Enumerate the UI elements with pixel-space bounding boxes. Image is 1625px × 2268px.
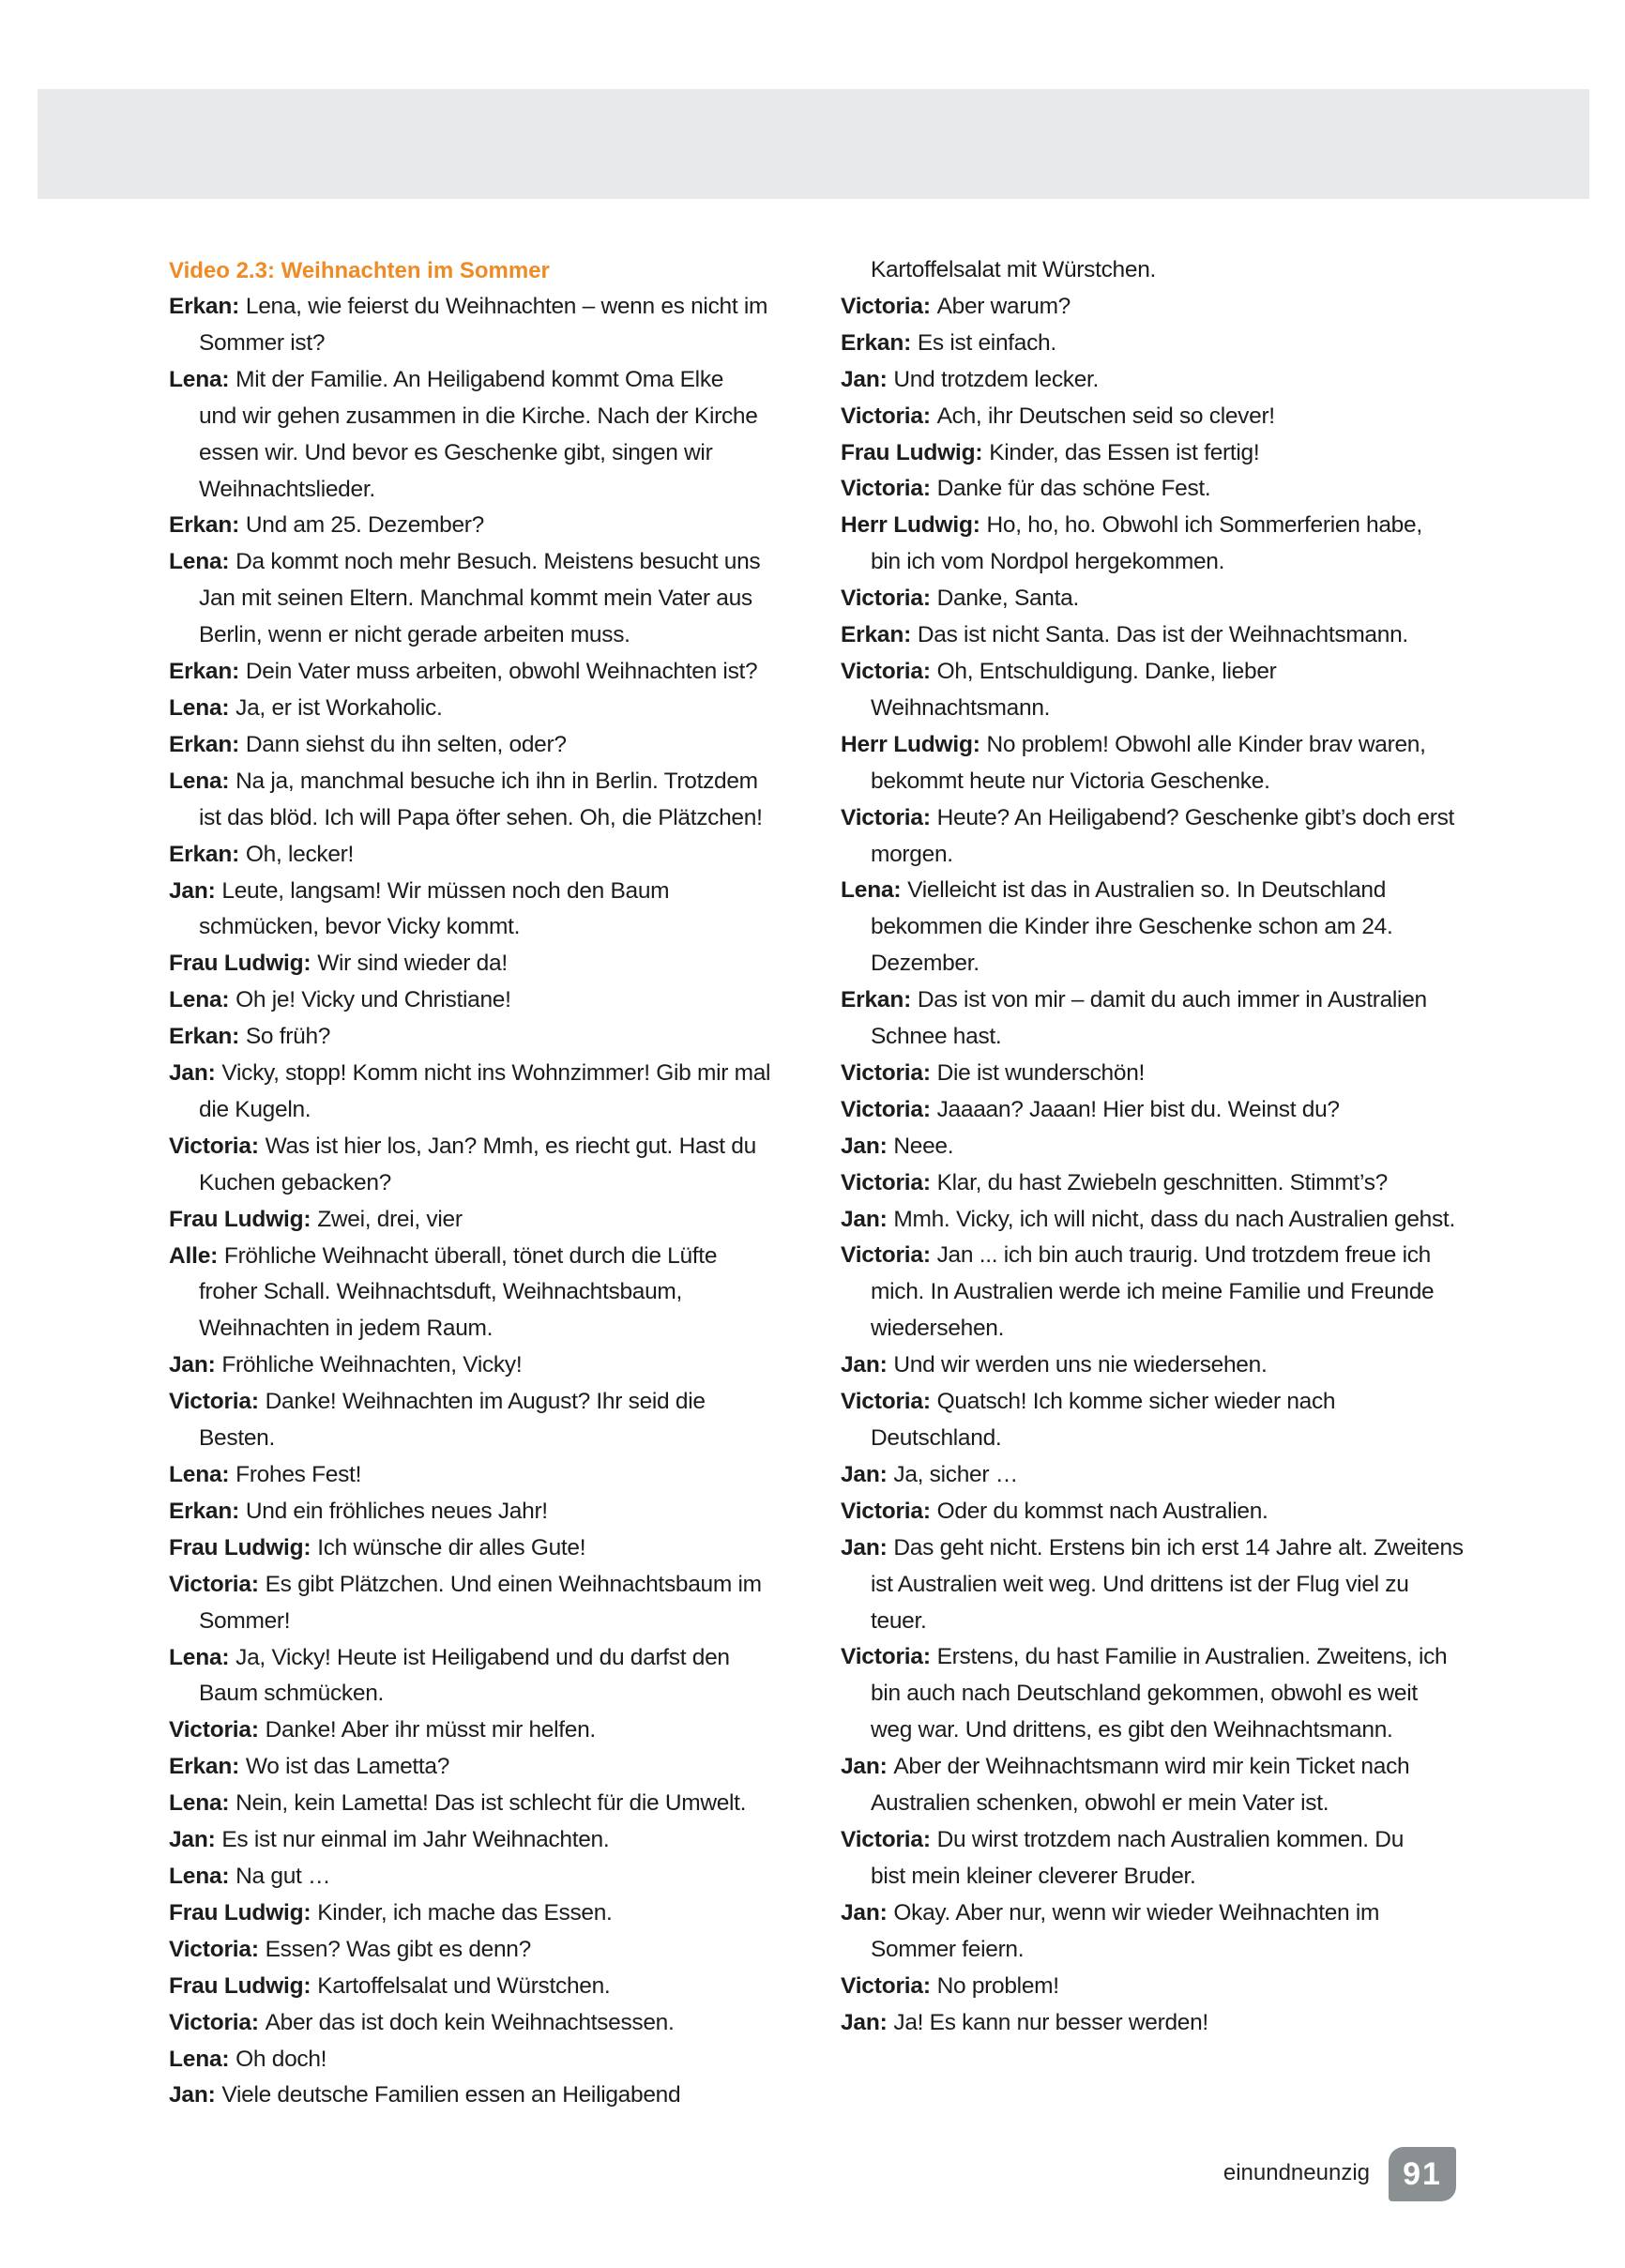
dialogue-line: [841, 1932, 1479, 1969]
dialogue-text: Dein Vater muss arbeiten, obwohl Weihnachten ist?: [245, 659, 758, 685]
dialogue-text: froher Schall. Weihnachtsduft, Weihnachtsbaum,: [199, 1279, 683, 1305]
dialogue-text: Na gut …: [235, 1863, 331, 1889]
dialogue-line: [169, 1239, 807, 1275]
dialogue-text: Deutschland.: [871, 1425, 1002, 1451]
speaker-name: Erkan:: [169, 1024, 240, 1050]
speaker-name: Frau Ludwig:: [169, 1206, 311, 1232]
dialogue-text: Ja, Vicky! Heute ist Heiligabend und du darfst den: [235, 1644, 730, 1670]
dialogue-text: Besten.: [199, 1425, 275, 1452]
dialogue-text: Mit der Familie. An Heiligabend kommt Oma Elke: [235, 366, 724, 392]
dialogue-line: [169, 1895, 807, 1932]
dialogue-text: Es ist einfach.: [917, 329, 1056, 356]
dialogue-line: [841, 800, 1479, 837]
speaker-name: Erkan:: [841, 987, 912, 1013]
dialogue-text: teuer.: [871, 1607, 927, 1634]
dialogue-line: [841, 727, 1479, 764]
speaker-name: Victoria:: [841, 1389, 931, 1415]
dialogue-text: Aber der Weihnachtsmann wird mir kein Ticket nach: [893, 1754, 1410, 1780]
dialogue-line: [169, 1969, 807, 2005]
speaker-name: Jan:: [841, 2009, 888, 2035]
dialogue-line: [841, 1786, 1479, 1822]
dialogue-text: Baum schmücken.: [199, 1681, 385, 1707]
dialogue-line: [169, 764, 807, 800]
dialogue-line: [169, 617, 807, 654]
dialogue-text: Ja, er ist Workaholic.: [235, 694, 443, 721]
dialogue-line: [169, 1457, 807, 1494]
dialogue-line: [169, 1859, 807, 1895]
speaker-name: Victoria:: [841, 1498, 931, 1524]
dialogue-line: [169, 399, 807, 435]
dialogue-text: bekommen die Kinder ihre Geschenke schon am 24.: [871, 914, 1393, 940]
dialogue-text: Lena, wie feierst du Weihnachten – wenn es nicht im: [245, 294, 768, 319]
dialogue-column-right: [841, 252, 1479, 2041]
dialogue-line: [169, 581, 807, 617]
speaker-name: Victoria:: [169, 1717, 259, 1743]
dialogue-text: Ja! Es kann nur besser werden!: [893, 2009, 1208, 2035]
dialogue-line: [841, 946, 1479, 982]
dialogue-text: Aber warum?: [936, 293, 1071, 319]
dialogue-text: ist das blöd. Ich will Papa öfter sehen. Oh, die Plätzchen!: [199, 804, 763, 830]
dialogue-text: Berlin, wenn er nicht gerade arbeiten muss.: [199, 622, 630, 648]
dialogue-text: die Kugeln.: [199, 1096, 311, 1122]
dialogue-line: [841, 1822, 1479, 1859]
dialogue-text: Was ist hier los, Jan? Mmh, es riecht gut. Hast du: [265, 1133, 756, 1159]
dialogue-text: Fröhliche Weihnacht überall, tönet durch die Lüfte: [223, 1242, 718, 1269]
dialogue-line: [169, 874, 807, 910]
dialogue-text: Ja, sicher …: [893, 1461, 1018, 1487]
dialogue-text: Danke! Weihnachten im August? Ihr seid die: [265, 1389, 706, 1415]
dialogue-line: [169, 837, 807, 874]
dialogue-line: [841, 1604, 1479, 1640]
dialogue-text: Kuchen gebacken?: [199, 1169, 391, 1195]
speaker-name: Frau Ludwig:: [841, 439, 983, 465]
dialogue-text: Es ist nur einmal im Jahr Weihnachten.: [221, 1827, 610, 1853]
dialogue-text: No problem!: [936, 1972, 1059, 1999]
dialogue-line: [841, 1639, 1479, 1676]
dialogue-line: [169, 909, 807, 946]
dialogue-column-left: [169, 252, 807, 2114]
speaker-name: Jan:: [841, 1352, 888, 1378]
speaker-name: Victoria:: [169, 1571, 259, 1597]
dialogue-line: [169, 2042, 807, 2078]
dialogue-text: bekommt heute nur Victoria Geschenke.: [871, 768, 1270, 794]
speaker-name: Jan:: [169, 877, 216, 904]
dialogue-text: mich. In Australien werde ich meine Familie und Freunde: [871, 1279, 1435, 1305]
dialogue-line: [169, 1165, 807, 1202]
dialogue-text: Erstens, du hast Familie in Australien. Zweitens, ich: [936, 1644, 1448, 1670]
dialogue-line: [169, 472, 807, 509]
dialogue-text: Danke für das schöne Fest.: [936, 476, 1211, 502]
dialogue-line: [841, 399, 1479, 435]
speaker-name: Erkan:: [169, 731, 240, 757]
dialogue-line: [169, 1019, 807, 1056]
speaker-name: Jan:: [169, 1060, 216, 1087]
dialogue-line: [169, 1421, 807, 1457]
dialogue-text: Sommer!: [199, 1607, 291, 1634]
dialogue-line: [841, 1311, 1479, 1347]
dialogue-line: [169, 2005, 807, 2042]
speaker-name: Lena:: [169, 1462, 230, 1487]
speaker-name: Victoria:: [169, 2009, 259, 2035]
dialogue-line: [169, 1202, 807, 1239]
dialogue-text: Australien schenken, obwohl er mein Vater ist.: [871, 1790, 1329, 1817]
dialogue-line: [169, 1640, 807, 1677]
speaker-name: Jan:: [841, 1461, 888, 1487]
speaker-name: Victoria:: [841, 1096, 931, 1122]
dialogue-text: Na ja, manchmal besuche ich ihn in Berlin. Trotzdem: [235, 768, 758, 794]
dialogue-text: Das ist nicht Santa. Das ist der Weihnachtsmann.: [917, 622, 1408, 648]
dialogue-text: Weihnachtsmann.: [871, 694, 1051, 721]
speaker-name: Victoria:: [841, 804, 931, 830]
speaker-name: Jan:: [841, 366, 888, 392]
dialogue-line: [841, 1238, 1479, 1274]
speaker-name: Lena:: [169, 2046, 230, 2072]
dialogue-text: Oh, Entschuldigung. Danke, lieber: [936, 658, 1277, 684]
dialogue-line: [169, 1786, 807, 1822]
speaker-name: Lena:: [169, 694, 230, 721]
dialogue-text: bin ich vom Nordpol hergekommen.: [871, 549, 1225, 575]
dialogue-line: [169, 1604, 807, 1640]
dialogue-line: [169, 1530, 807, 1567]
dialogue-line: [841, 1165, 1479, 1202]
dialogue-line: [169, 326, 807, 362]
dialogue-text: Und trotzdem lecker.: [893, 366, 1100, 392]
speaker-name: Victoria:: [841, 1059, 931, 1086]
dialogue-line: [841, 617, 1479, 654]
dialogue-line: [169, 1384, 807, 1421]
dialogue-line: [169, 1056, 807, 1092]
dialogue-line: [841, 1494, 1479, 1530]
page-footer: [1126, 2147, 1456, 2201]
dialogue-line: [169, 435, 807, 472]
dialogue-line: [841, 1676, 1479, 1712]
dialogue-line: [169, 1347, 807, 1384]
speaker-name: Victoria:: [841, 1972, 931, 1999]
speaker-name: Alle:: [169, 1242, 219, 1269]
dialogue-line: [169, 1274, 807, 1311]
dialogue-text: Fröhliche Weihnachten, Vicky!: [221, 1352, 523, 1378]
speaker-name: Victoria:: [841, 1169, 931, 1195]
dialogue-text: Nein, kein Lametta! Das ist schlecht für die Umwelt.: [235, 1790, 747, 1817]
speaker-name: Jan:: [841, 1206, 888, 1232]
dialogue-text: Weihnachten in jedem Raum.: [199, 1316, 494, 1342]
speaker-name: Victoria:: [841, 1242, 931, 1269]
dialogue-text: Jaaaan? Jaaan! Hier bist du. Weinst du?: [936, 1096, 1340, 1122]
speaker-name: Erkan:: [169, 1754, 240, 1780]
speaker-name: Victoria:: [841, 476, 931, 502]
dialogue-line: [841, 1384, 1479, 1421]
dialogue-text: Weihnachtslieder.: [199, 476, 375, 502]
dialogue-line: [841, 654, 1479, 691]
dialogue-text: und wir gehen zusammen in die Kirche. Nach der Kirche: [199, 403, 758, 429]
dialogue-line: [841, 581, 1479, 617]
dialogue-line: [169, 982, 807, 1019]
dialogue-text: Essen? Was gibt es denn?: [265, 1936, 531, 1962]
dialogue-text: Mmh. Vicky, ich will nicht, dass du nach Australien gehst.: [893, 1206, 1455, 1232]
dialogue-text: bin auch nach Deutschland gekommen, obwohl es weit: [871, 1681, 1418, 1707]
dialogue-text: Quatsch! Ich komme sicher wieder nach: [936, 1389, 1336, 1415]
dialogue-text: Schnee hast.: [871, 1024, 1002, 1050]
dialogue-line: [841, 909, 1479, 946]
speaker-name: Victoria:: [841, 403, 931, 429]
speaker-name: Jan:: [841, 1133, 888, 1159]
dialogue-line: [169, 1567, 807, 1604]
dialogue-text: Die ist wunderschön!: [936, 1059, 1146, 1086]
dialogue-text: Jan mit seinen Eltern. Manchmal kommt mein Vater aus: [199, 586, 752, 612]
dialogue-text: Und am 25. Dezember?: [245, 512, 484, 539]
speaker-name: Lena:: [169, 366, 230, 392]
dialogue-line: [841, 1421, 1479, 1457]
dialogue-text: ist Australien weit weg. Und drittens ist der Flug viel zu: [871, 1571, 1409, 1597]
dialogue-line: [841, 873, 1479, 909]
dialogue-text: bist mein kleiner cleverer Bruder.: [871, 1863, 1196, 1889]
page-number-word: einundneunzig: [1223, 2160, 1370, 2185]
dialogue-text: So früh?: [245, 1024, 331, 1050]
dialogue-text: Oh, lecker!: [245, 841, 355, 867]
dialogue-text: Oh doch!: [235, 2046, 327, 2072]
speaker-name: Frau Ludwig:: [169, 1534, 311, 1560]
dialogue-text: Das ist von mir – damit du auch immer in Australien: [917, 987, 1427, 1013]
dialogue-text: schmücken, bevor Vicky kommt.: [199, 914, 521, 940]
page-number-badge: 91: [1389, 2147, 1456, 2201]
dialogue-line: [169, 1092, 807, 1129]
speaker-name: Frau Ludwig:: [169, 951, 311, 977]
speaker-name: Victoria:: [169, 1936, 259, 1962]
dialogue-line: [169, 362, 807, 399]
dialogue-text: Ich wünsche dir alles Gute!: [317, 1534, 586, 1560]
dialogue-text: Danke! Aber ihr müsst mir helfen.: [265, 1717, 596, 1743]
speaker-name: Erkan:: [169, 841, 240, 867]
dialogue-text: Vicky, stopp! Komm nicht ins Wohnzimmer! Gib mir mal: [221, 1060, 771, 1087]
dialogue-line: [841, 1274, 1479, 1311]
speaker-name: Erkan:: [169, 294, 240, 319]
speaker-name: Jan:: [841, 1899, 888, 1926]
dialogue-text: Zwei, drei, vier: [317, 1206, 463, 1232]
dialogue-text: weg war. Und drittens, es gibt den Weihnachtsmann.: [871, 1717, 1393, 1743]
dialogue-line: [169, 289, 807, 326]
dialogue-text: Wir sind wieder da!: [317, 951, 508, 977]
speaker-name: Lena:: [169, 1790, 230, 1817]
dialogue-line: [841, 1092, 1479, 1129]
speaker-name: Victoria:: [169, 1389, 259, 1415]
speaker-name: Victoria:: [841, 1826, 931, 1852]
dialogue-line: [169, 508, 807, 544]
dialogue-text: Kinder, ich mache das Essen.: [317, 1899, 613, 1926]
dialogue-line: [169, 654, 807, 691]
dialogue-line: [169, 1676, 807, 1712]
dialogue-line: [841, 435, 1479, 472]
dialogue-line: [841, 289, 1479, 326]
dialogue-text: Kartoffelsalat mit Würstchen.: [871, 257, 1157, 282]
speaker-name: Erkan:: [169, 659, 240, 685]
dialogue-line: [841, 471, 1479, 508]
speaker-name: Lena:: [169, 549, 230, 575]
speaker-name: Frau Ludwig:: [169, 1899, 311, 1926]
header-band: [38, 89, 1589, 199]
dialogue-line: [841, 1457, 1479, 1494]
dialogue-text: Heute? An Heiligabend? Geschenke gibt’s doch erst: [936, 804, 1455, 830]
dialogue-line: [841, 1019, 1479, 1056]
speaker-name: Jan:: [841, 1534, 888, 1560]
dialogue-line: [841, 252, 1479, 289]
dialogue-text: Das geht nicht. Erstens bin ich erst 14 Jahre alt. Zweitens: [893, 1534, 1464, 1560]
dialogue-text: morgen.: [871, 841, 953, 867]
dialogue-line: [169, 691, 807, 727]
dialogue-text: Jan ... ich bin auch traurig. Und trotzdem freue ich: [936, 1242, 1432, 1269]
speaker-name: Jan:: [169, 1352, 216, 1378]
dialogue-line: [841, 1202, 1479, 1239]
dialogue-line: [169, 800, 807, 837]
dialogue-text: Klar, du hast Zwiebeln geschnitten. Stimmt’s?: [936, 1169, 1388, 1195]
dialogue-text: Danke, Santa.: [936, 586, 1079, 612]
speaker-name: Jan:: [841, 1754, 888, 1780]
dialogue-line: [841, 326, 1479, 362]
dialogue-text: Da kommt noch mehr Besuch. Meistens besucht uns: [235, 549, 761, 575]
dialogue-text: Okay. Aber nur, wenn wir wieder Weihnachten im: [893, 1899, 1380, 1926]
dialogue-line: [169, 946, 807, 982]
dialogue-line: [169, 1494, 807, 1530]
dialogue-line: [841, 1347, 1479, 1384]
dialogue-text: Vielleicht ist das in Australien so. In Deutschland: [907, 877, 1387, 904]
speaker-name: Herr Ludwig:: [841, 512, 980, 539]
speaker-name: Jan:: [169, 1827, 216, 1853]
dialogue-line: [169, 1712, 807, 1749]
dialogue-text: Leute, langsam! Wir müssen noch den Baum: [221, 877, 670, 904]
dialogue-line: [841, 1056, 1479, 1092]
dialogue-text: Und wir werden uns nie wiedersehen.: [893, 1352, 1268, 1378]
dialogue-text: Oh je! Vicky und Christiane!: [235, 987, 511, 1013]
dialogue-text: Viele deutsche Familien essen an Heiligabend: [221, 2082, 681, 2108]
speaker-name: Lena:: [169, 987, 230, 1013]
dialogue-text: Dann siehst du ihn selten, oder?: [245, 731, 567, 757]
dialogue-text: Frohes Fest!: [235, 1462, 362, 1487]
dialogue-text: Aber das ist doch kein Weihnachtsessen.: [265, 2009, 675, 2035]
dialogue-line: [841, 544, 1479, 581]
dialogue-line: [841, 1749, 1479, 1786]
dialogue-line: [841, 1712, 1479, 1749]
dialogue-line: [841, 508, 1479, 544]
dialogue-line: [841, 1530, 1479, 1567]
speaker-name: Lena:: [169, 1644, 230, 1670]
dialogue-text: Sommer feiern.: [871, 1936, 1025, 1962]
dialogue-text: Oder du kommst nach Australien.: [936, 1498, 1268, 1524]
dialogue-line: [169, 2078, 807, 2114]
dialogue-line: [841, 837, 1479, 874]
dialogue-line: [169, 544, 807, 581]
speaker-name: Victoria:: [841, 1644, 931, 1670]
speaker-name: Herr Ludwig:: [841, 731, 980, 757]
dialogue-text: wiedersehen.: [871, 1316, 1005, 1342]
dialogue-text: Wo ist das Lametta?: [245, 1754, 450, 1780]
speaker-name: Erkan:: [841, 622, 912, 648]
speaker-name: Jan:: [169, 2082, 216, 2108]
dialogue-line: [169, 727, 807, 764]
dialogue-line: [169, 1749, 807, 1786]
speaker-name: Erkan:: [841, 329, 912, 356]
dialogue-text: Ho, ho, ho. Obwohl ich Sommerferien habe,: [986, 512, 1422, 539]
dialogue-line: [841, 1859, 1479, 1895]
speaker-name: Frau Ludwig:: [169, 1972, 311, 1999]
dialogue-line: [169, 1932, 807, 1969]
speaker-name: Victoria:: [841, 586, 931, 612]
dialogue-line: [169, 1129, 807, 1165]
speaker-name: Erkan:: [169, 1498, 240, 1524]
dialogue-text: Sommer ist?: [199, 329, 326, 356]
dialogue-line: [841, 982, 1479, 1019]
speaker-name: Lena:: [169, 1863, 230, 1889]
dialogue-text: Neee.: [893, 1133, 954, 1159]
dialogue-text: Und ein fröhliches neues Jahr!: [245, 1498, 548, 1524]
dialogue-line: [169, 1822, 807, 1859]
dialogue-text: essen wir. Und bevor es Geschenke gibt, singen wir: [199, 439, 713, 465]
dialogue-text: Es gibt Plätzchen. Und einen Weihnachtsbaum im: [265, 1571, 762, 1597]
dialogue-line: [841, 691, 1479, 727]
dialogue-text: Kinder, das Essen ist fertig!: [989, 439, 1260, 465]
speaker-name: Lena:: [841, 877, 902, 904]
dialogue-line: [841, 764, 1479, 800]
speaker-name: Victoria:: [169, 1133, 259, 1159]
dialogue-text: Ach, ihr Deutschen seid so clever!: [936, 403, 1275, 429]
speaker-name: Lena:: [169, 768, 230, 794]
video-title: Video 2.3: Weihnachten im Sommer: [169, 258, 550, 283]
speaker-name: Victoria:: [841, 293, 931, 319]
dialogue-text: No problem! Obwohl alle Kinder brav waren,: [986, 731, 1426, 757]
speaker-name: Erkan:: [169, 512, 240, 539]
dialogue-line: [841, 1895, 1479, 1932]
dialogue-line: [841, 1969, 1479, 2005]
dialogue-text: Du wirst trotzdem nach Australien kommen. Du: [936, 1826, 1405, 1852]
dialogue-line: [169, 1311, 807, 1347]
dialogue-text: Kartoffelsalat und Würstchen.: [317, 1972, 611, 1999]
dialogue-line: [841, 1129, 1479, 1165]
dialogue-line: [841, 1567, 1479, 1604]
dialogue-line: [841, 362, 1479, 399]
dialogue-line: [841, 2005, 1479, 2042]
dialogue-text: Dezember.: [871, 951, 980, 977]
speaker-name: Victoria:: [841, 658, 931, 684]
